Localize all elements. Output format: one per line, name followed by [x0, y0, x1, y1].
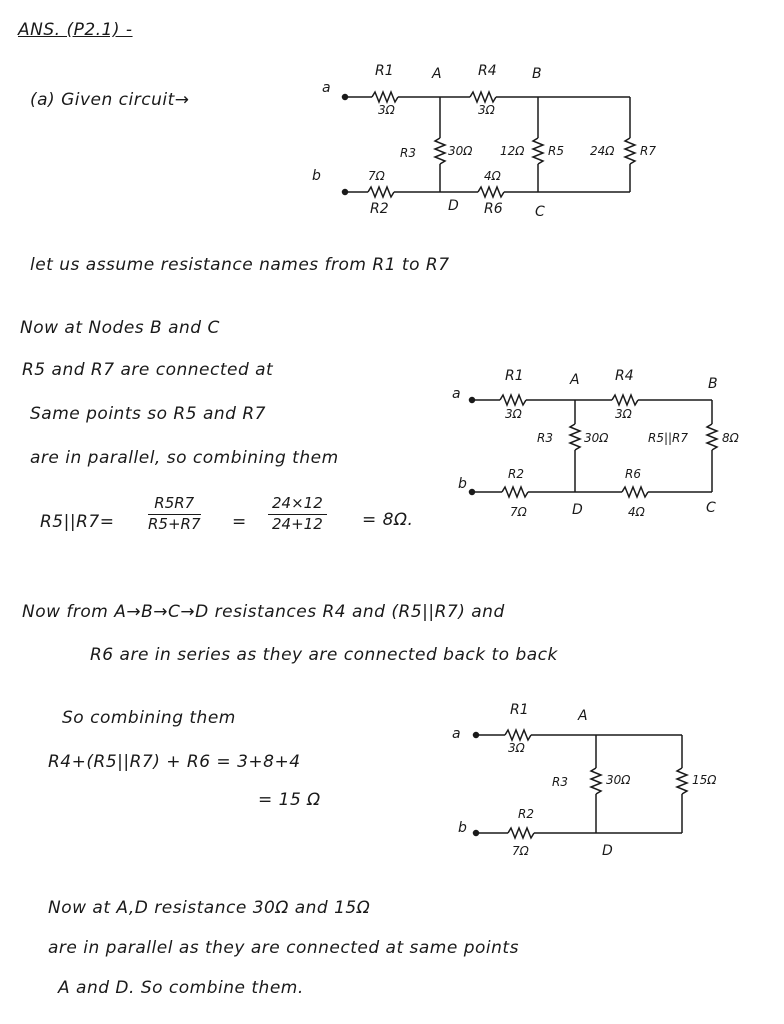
svg-text:30Ω: 30Ω [584, 431, 609, 445]
formula2-line1: R4+(R5||R7) + R6 = 3+8+4 [48, 752, 301, 772]
svg-text:R4: R4 [478, 63, 497, 79]
svg-text:D: D [572, 502, 583, 518]
svg-text:R5||R7: R5||R7 [648, 431, 689, 445]
svg-text:R3: R3 [537, 431, 553, 445]
svg-text:a: a [452, 386, 461, 402]
svg-text:R2: R2 [518, 807, 534, 821]
svg-text:R4: R4 [615, 368, 634, 384]
svg-text:R1: R1 [505, 368, 524, 384]
svg-text:R2: R2 [370, 201, 389, 217]
svg-text:3Ω: 3Ω [478, 103, 495, 117]
part-a-label: (a) Given circuit→ [30, 90, 190, 110]
svg-text:R3: R3 [552, 775, 568, 789]
svg-text:C: C [535, 204, 545, 220]
para1-line4: are in parallel, so combining them [30, 448, 339, 468]
para2-line1: Now from A→B→C→D resistances R4 and (R5||R7) and [22, 602, 505, 622]
heading: ANS. (P2.1) - [18, 20, 133, 40]
para1-line1: Now at Nodes B and C [20, 318, 220, 338]
svg-text:30Ω: 30Ω [448, 144, 473, 158]
svg-text:A: A [432, 66, 442, 82]
svg-text:7Ω: 7Ω [512, 844, 529, 858]
svg-text:R5: R5 [548, 144, 564, 158]
svg-text:R6: R6 [484, 201, 503, 217]
formula1-lhs: R5||R7= [40, 512, 115, 532]
svg-text:7Ω: 7Ω [510, 505, 527, 519]
svg-text:4Ω: 4Ω [628, 505, 645, 519]
svg-text:R2: R2 [508, 467, 524, 481]
para2-line2: R6 are in series as they are connected back to back [90, 645, 558, 665]
svg-text:8Ω: 8Ω [722, 431, 739, 445]
para1-line2: R5 and R7 are connected at [22, 360, 274, 380]
formula1-result: = 8Ω. [362, 510, 414, 530]
svg-text:3Ω: 3Ω [378, 103, 395, 117]
svg-text:7Ω: 7Ω [368, 169, 385, 183]
formula1-frac1: $\frac{R5R7}{R5+R7}$ [148, 494, 201, 533]
svg-text:3Ω: 3Ω [508, 741, 525, 755]
svg-text:15Ω: 15Ω [692, 773, 717, 787]
formula1-eq: = [232, 512, 247, 532]
svg-text:R3: R3 [400, 146, 416, 160]
para3-text: So combining them [62, 708, 236, 728]
svg-text:A: A [578, 708, 588, 724]
svg-text:R1: R1 [375, 63, 394, 79]
svg-text:24Ω: 24Ω [590, 144, 615, 158]
svg-text:C: C [706, 500, 716, 516]
svg-text:B: B [708, 376, 718, 392]
svg-text:a: a [452, 726, 461, 742]
formula1-frac2: $\frac{24\times 12}{24+12}$ [268, 494, 327, 533]
assume-text: let us assume resistance names from R1 to R7 [30, 255, 450, 275]
svg-text:b: b [458, 476, 467, 492]
para4-line1: Now at A,D resistance 30Ω and 15Ω [48, 898, 371, 918]
svg-text:a: a [322, 80, 331, 96]
svg-text:4Ω: 4Ω [484, 169, 501, 183]
svg-text:b: b [458, 820, 467, 836]
svg-text:B: B [532, 66, 542, 82]
svg-text:3Ω: 3Ω [615, 407, 632, 421]
svg-text:b: b [312, 168, 321, 184]
svg-text:R6: R6 [625, 467, 641, 481]
svg-text:3Ω: 3Ω [505, 407, 522, 421]
svg-text:A: A [570, 372, 580, 388]
para4-line3: A and D. So combine them. [58, 978, 304, 998]
para4-line2: are in parallel as they are connected at same points [48, 938, 519, 958]
svg-text:R7: R7 [640, 144, 656, 158]
formula2-line2: = 15 Ω [258, 790, 321, 810]
svg-text:D: D [602, 843, 613, 859]
svg-text:30Ω: 30Ω [606, 773, 631, 787]
para1-line3: Same points so R5 and R7 [30, 404, 266, 424]
svg-text:12Ω: 12Ω [500, 144, 525, 158]
svg-text:R1: R1 [510, 702, 529, 718]
svg-text:D: D [448, 198, 459, 214]
